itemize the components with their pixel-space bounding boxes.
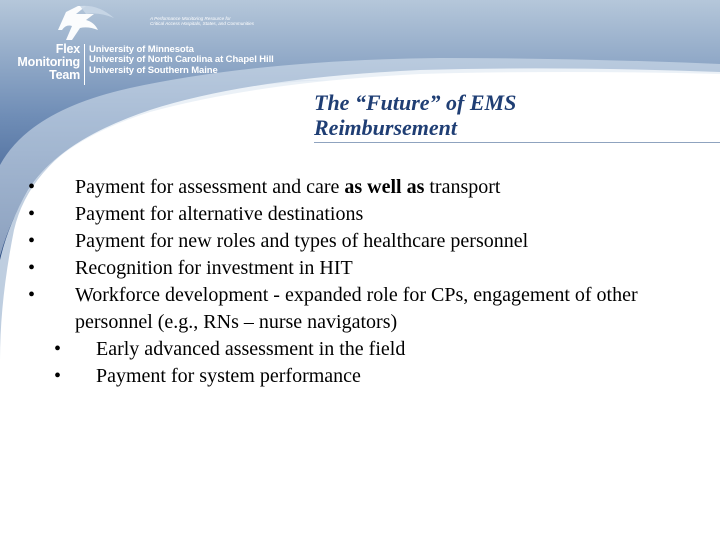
bullet-dot-icon: • [28,203,36,225]
logo-line-2: Monitoring [17,55,80,69]
bullet-item [28,282,718,336]
bullet-item [28,363,718,390]
bullet-text: Workforce development - expanded role for CPs, engagement of other personnel (e.g., RNs – nurse navigators) [75,284,638,333]
bullet-dot-icon: • [54,365,62,387]
tagline-line-2: Critical Access Hospitals, States, and Communities [150,21,254,27]
bullet-item [28,336,718,363]
slide-title [314,90,516,140]
logo-divider [84,44,85,85]
flex-monitoring-team-logotype [4,43,80,82]
bullet-item [28,255,718,282]
logo-line-3: Team [49,68,80,82]
logo-tagline [150,16,254,26]
bullet-item [28,201,718,228]
bullet-text: Payment for assessment and care as well as transport [75,176,501,198]
bullet-text: Payment for new roles and types of healthcare personnel [75,230,529,252]
bullet-dot-icon: • [28,284,36,306]
bullet-text: Recognition for investment in HIT [75,257,353,279]
bullet-text: Payment for system performance [96,365,361,387]
university-item: University of Minnesota [89,44,194,55]
bullet-text: Early advanced assessment in the field [96,338,406,360]
title-underline [314,142,720,143]
bullet-dot-icon: • [28,176,36,198]
bullet-text: Payment for alternative destinations [75,203,364,225]
university-list [89,45,274,76]
tagline-line-1: A Performance Monitoring Resource for [150,16,231,21]
bullet-dot-icon: • [28,230,36,252]
bullet-emphasis: as well as [344,176,425,198]
bullet-item [28,174,718,201]
university-item: University of North Carolina at Chapel Hill [89,54,274,66]
bullet-item [28,228,718,255]
slide-title-line-2: Reimbursement [314,115,458,140]
bullet-dot-icon: • [28,257,36,279]
bullet-dot-icon: • [54,338,62,360]
slide-title-line-1: The “Future” of EMS [314,90,517,115]
university-item: University of Southern Maine [89,64,218,76]
logo-line-1: Flex [55,42,80,56]
bullet-list [28,174,718,390]
